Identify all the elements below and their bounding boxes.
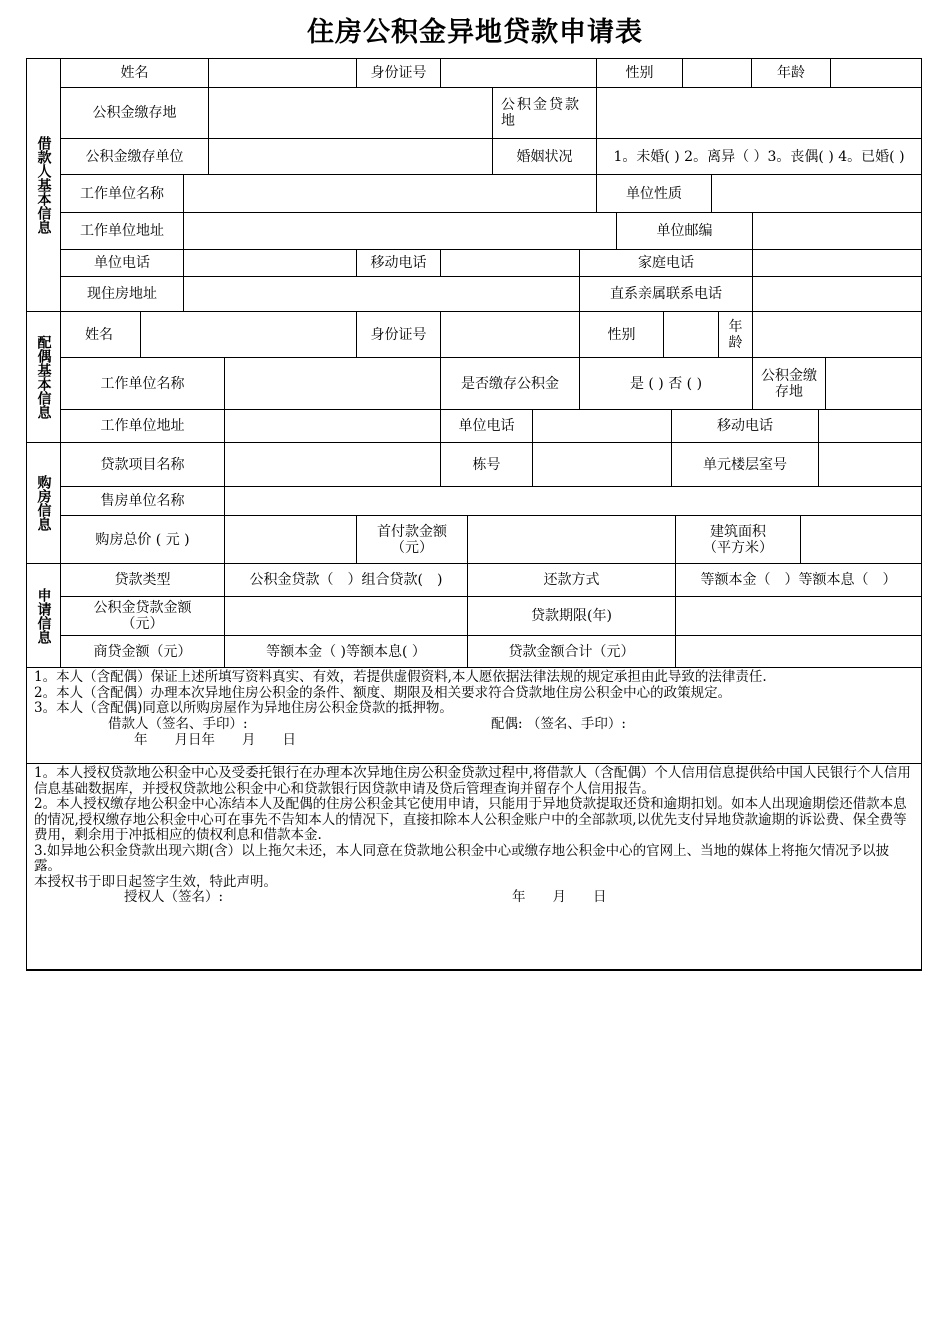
floor-area-label: 建筑面积（平方米） xyxy=(675,515,801,564)
repayment-method-options[interactable]: 等额本金（ ）等额本息（ ） xyxy=(675,563,922,597)
fund-deposit-unit-label: 公积金缴存单位 xyxy=(60,138,209,175)
borrower-id-field[interactable] xyxy=(440,58,597,88)
relative-phone-label: 直系亲属联系电话 xyxy=(579,276,753,312)
form-title: 住房公积金异地贷款申请表 xyxy=(307,17,643,48)
project-name-label: 贷款项目名称 xyxy=(60,442,225,487)
building-no-label: 栋号 xyxy=(440,442,533,487)
borrower-signature-label: 借款人（签名、手印）: xyxy=(108,715,248,732)
fund-loan-place-label: 公积金贷款地 xyxy=(492,87,597,139)
spouse-employer-address-field[interactable] xyxy=(224,409,441,443)
home-phone-field[interactable] xyxy=(752,249,922,277)
borrower-name-label: 姓名 xyxy=(60,58,209,88)
employer-address-field[interactable] xyxy=(183,212,617,250)
loan-term-label: 贷款期限(年) xyxy=(467,596,676,636)
spouse-fund-deposit-place-field[interactable] xyxy=(825,357,922,410)
section-borrower: 借款人基本信息 xyxy=(26,58,61,312)
employer-name-field[interactable] xyxy=(183,174,597,213)
spouse-age-field[interactable] xyxy=(752,311,922,358)
mobile-phone-label: 移动电话 xyxy=(356,249,441,277)
spouse-deposits-fund-label: 是否缴存公积金 xyxy=(440,357,580,410)
repayment-method-label: 还款方式 xyxy=(467,563,676,597)
spouse-id-label: 身份证号 xyxy=(356,311,441,358)
borrower-age-field[interactable] xyxy=(830,58,922,88)
spouse-gender-field[interactable] xyxy=(663,311,719,358)
unit-phone-field[interactable] xyxy=(183,249,357,277)
employer-name-label: 工作单位名称 xyxy=(60,174,184,213)
marital-status-label: 婚姻状况 xyxy=(492,138,597,175)
mobile-phone-field[interactable] xyxy=(440,249,580,277)
commercial-amount-label: 商贷金额（元） xyxy=(60,635,225,668)
declaration-line-3: 3。本人（含配偶)同意以所购房屋作为异地住房公积金贷款的抵押物。 xyxy=(34,700,453,716)
borrower-gender-label: 性别 xyxy=(596,58,683,88)
fund-deposit-place-field[interactable] xyxy=(208,87,493,139)
unit-floor-room-field[interactable] xyxy=(818,442,922,487)
unit-nature-field[interactable] xyxy=(711,174,922,213)
spouse-mobile-phone-label: 移动电话 xyxy=(671,409,819,443)
spouse-age-label: 年龄 xyxy=(718,311,753,358)
fund-loan-amount-field[interactable] xyxy=(224,596,468,636)
authorization-item-2: 2。本人授权缴存地公积金中心冻结本人及配偶的住房公积金其它使用申请，只能用于异地贷款提取还贷和逾期扣划。如本人出现逾期偿还借款本息的情况,授权缴存地公积金中心可在事先不告知本人的情况下，直接扣除本人公积金账户中的全部款项,以优先支付异地贷款逾期的诉讼费、保全费等费用，剩余用于冲抵相应的债权利息和借款本金. xyxy=(34,796,907,843)
unit-postcode-label: 单位邮编 xyxy=(616,212,753,250)
fund-deposit-place-label: 公积金缴存地 xyxy=(60,87,209,139)
authorization-effective: 本授权书于即日起签字生效，特此声明。 xyxy=(34,873,277,890)
current-address-field[interactable] xyxy=(183,276,580,312)
section-application: 申请信息 xyxy=(26,563,61,668)
declaration-date: 年 月日年 月 日 xyxy=(134,731,296,748)
authorization-item-3: 3.如异地公积金贷款出现六期(含）以上拖欠未还，本人同意在贷款地公积金中心或缴存地公积金中心的官网上、当地的媒体上将拖欠情况予以披露。 xyxy=(34,842,890,874)
spouse-employer-name-label: 工作单位名称 xyxy=(60,357,225,410)
loan-type-options[interactable]: 公积金贷款（ ）组合贷款( ) xyxy=(224,563,468,597)
seller-name-label: 售房单位名称 xyxy=(60,486,225,516)
seller-name-field[interactable] xyxy=(224,486,922,516)
section-purchase: 购房信息 xyxy=(26,442,61,564)
floor-area-field[interactable] xyxy=(800,515,922,564)
borrower-id-label: 身份证号 xyxy=(356,58,441,88)
spouse-mobile-phone-field[interactable] xyxy=(818,409,922,443)
total-amount-field[interactable] xyxy=(675,635,922,668)
spouse-name-field[interactable] xyxy=(140,311,357,358)
declaration-block xyxy=(26,667,922,764)
total-price-label: 购房总价 ( 元 ) xyxy=(60,515,225,564)
spouse-gender-label: 性别 xyxy=(579,311,664,358)
fund-deposit-unit-field[interactable] xyxy=(208,138,493,175)
total-amount-label: 贷款金额合计（元） xyxy=(467,635,676,668)
spouse-name-label: 姓名 xyxy=(60,311,141,358)
total-price-field[interactable] xyxy=(224,515,357,564)
loan-term-field[interactable] xyxy=(675,596,922,636)
borrower-gender-field[interactable] xyxy=(682,58,752,88)
fund-loan-place-field[interactable] xyxy=(596,87,922,139)
spouse-unit-phone-field[interactable] xyxy=(532,409,672,443)
unit-phone-label: 单位电话 xyxy=(60,249,184,277)
section-spouse: 配偶基本信息 xyxy=(26,311,61,443)
borrower-name-field[interactable] xyxy=(208,58,357,88)
authorizer-signature-label: 授权人（签名）: xyxy=(124,889,224,905)
declaration-line-1: 1。本人（含配偶）保证上述所填写资料真实、有效，若提供虚假资料,本人愿依据法律法规的规定承担由此导致的法律责任. xyxy=(34,669,767,685)
spouse-unit-phone-label: 单位电话 xyxy=(440,409,533,443)
fund-loan-amount-label: 公积金贷款金额（元） xyxy=(60,596,225,636)
declaration-line-2: 2。本人（含配偶）办理本次异地住房公积金的条件、额度、期限及相关要求符合贷款地住房公积金中心的政策规定。 xyxy=(34,684,732,701)
unit-nature-label: 单位性质 xyxy=(596,174,712,213)
borrower-age-label: 年龄 xyxy=(751,58,831,88)
spouse-deposits-fund-options[interactable]: 是 ( ) 否 ( ) xyxy=(579,357,753,410)
project-name-field[interactable] xyxy=(224,442,441,487)
authorization-block xyxy=(26,763,922,971)
down-payment-field[interactable] xyxy=(467,515,676,564)
spouse-fund-deposit-place-label: 公积金缴存地 xyxy=(752,357,826,410)
authorization-date: 年 月 日 xyxy=(512,889,607,905)
spouse-signature-label: 配偶: （签名、手印）: xyxy=(491,715,626,732)
marital-status-options[interactable]: 1。未婚( ) 2。离异（ ）3。丧偶( ) 4。已婚( ) xyxy=(596,138,922,175)
commercial-repayment-options[interactable]: 等额本金（ )等额本息( ） xyxy=(224,635,468,668)
unit-postcode-field[interactable] xyxy=(752,212,922,250)
employer-address-label: 工作单位地址 xyxy=(60,212,184,250)
home-phone-label: 家庭电话 xyxy=(579,249,753,277)
loan-type-label: 贷款类型 xyxy=(60,563,225,597)
spouse-id-field[interactable] xyxy=(440,311,580,358)
down-payment-label: 首付款金额（元） xyxy=(356,515,468,564)
spouse-employer-address-label: 工作单位地址 xyxy=(60,409,225,443)
unit-floor-room-label: 单元楼层室号 xyxy=(671,442,819,487)
building-no-field[interactable] xyxy=(532,442,672,487)
current-address-label: 现住房地址 xyxy=(60,276,184,312)
authorization-item-1: 1。本人授权贷款地公积金中心及受委托银行在办理本次异地住房公积金贷款过程中,将借款人（含配偶）个人信用信息提供给中国人民银行个人信用信息基础数据库，并授权贷款地公积金中心和贷款银行因贷款申请及贷后管理查询并留存个人信用报告。 xyxy=(34,765,911,797)
spouse-employer-name-field[interactable] xyxy=(224,357,441,410)
relative-phone-field[interactable] xyxy=(752,276,922,312)
